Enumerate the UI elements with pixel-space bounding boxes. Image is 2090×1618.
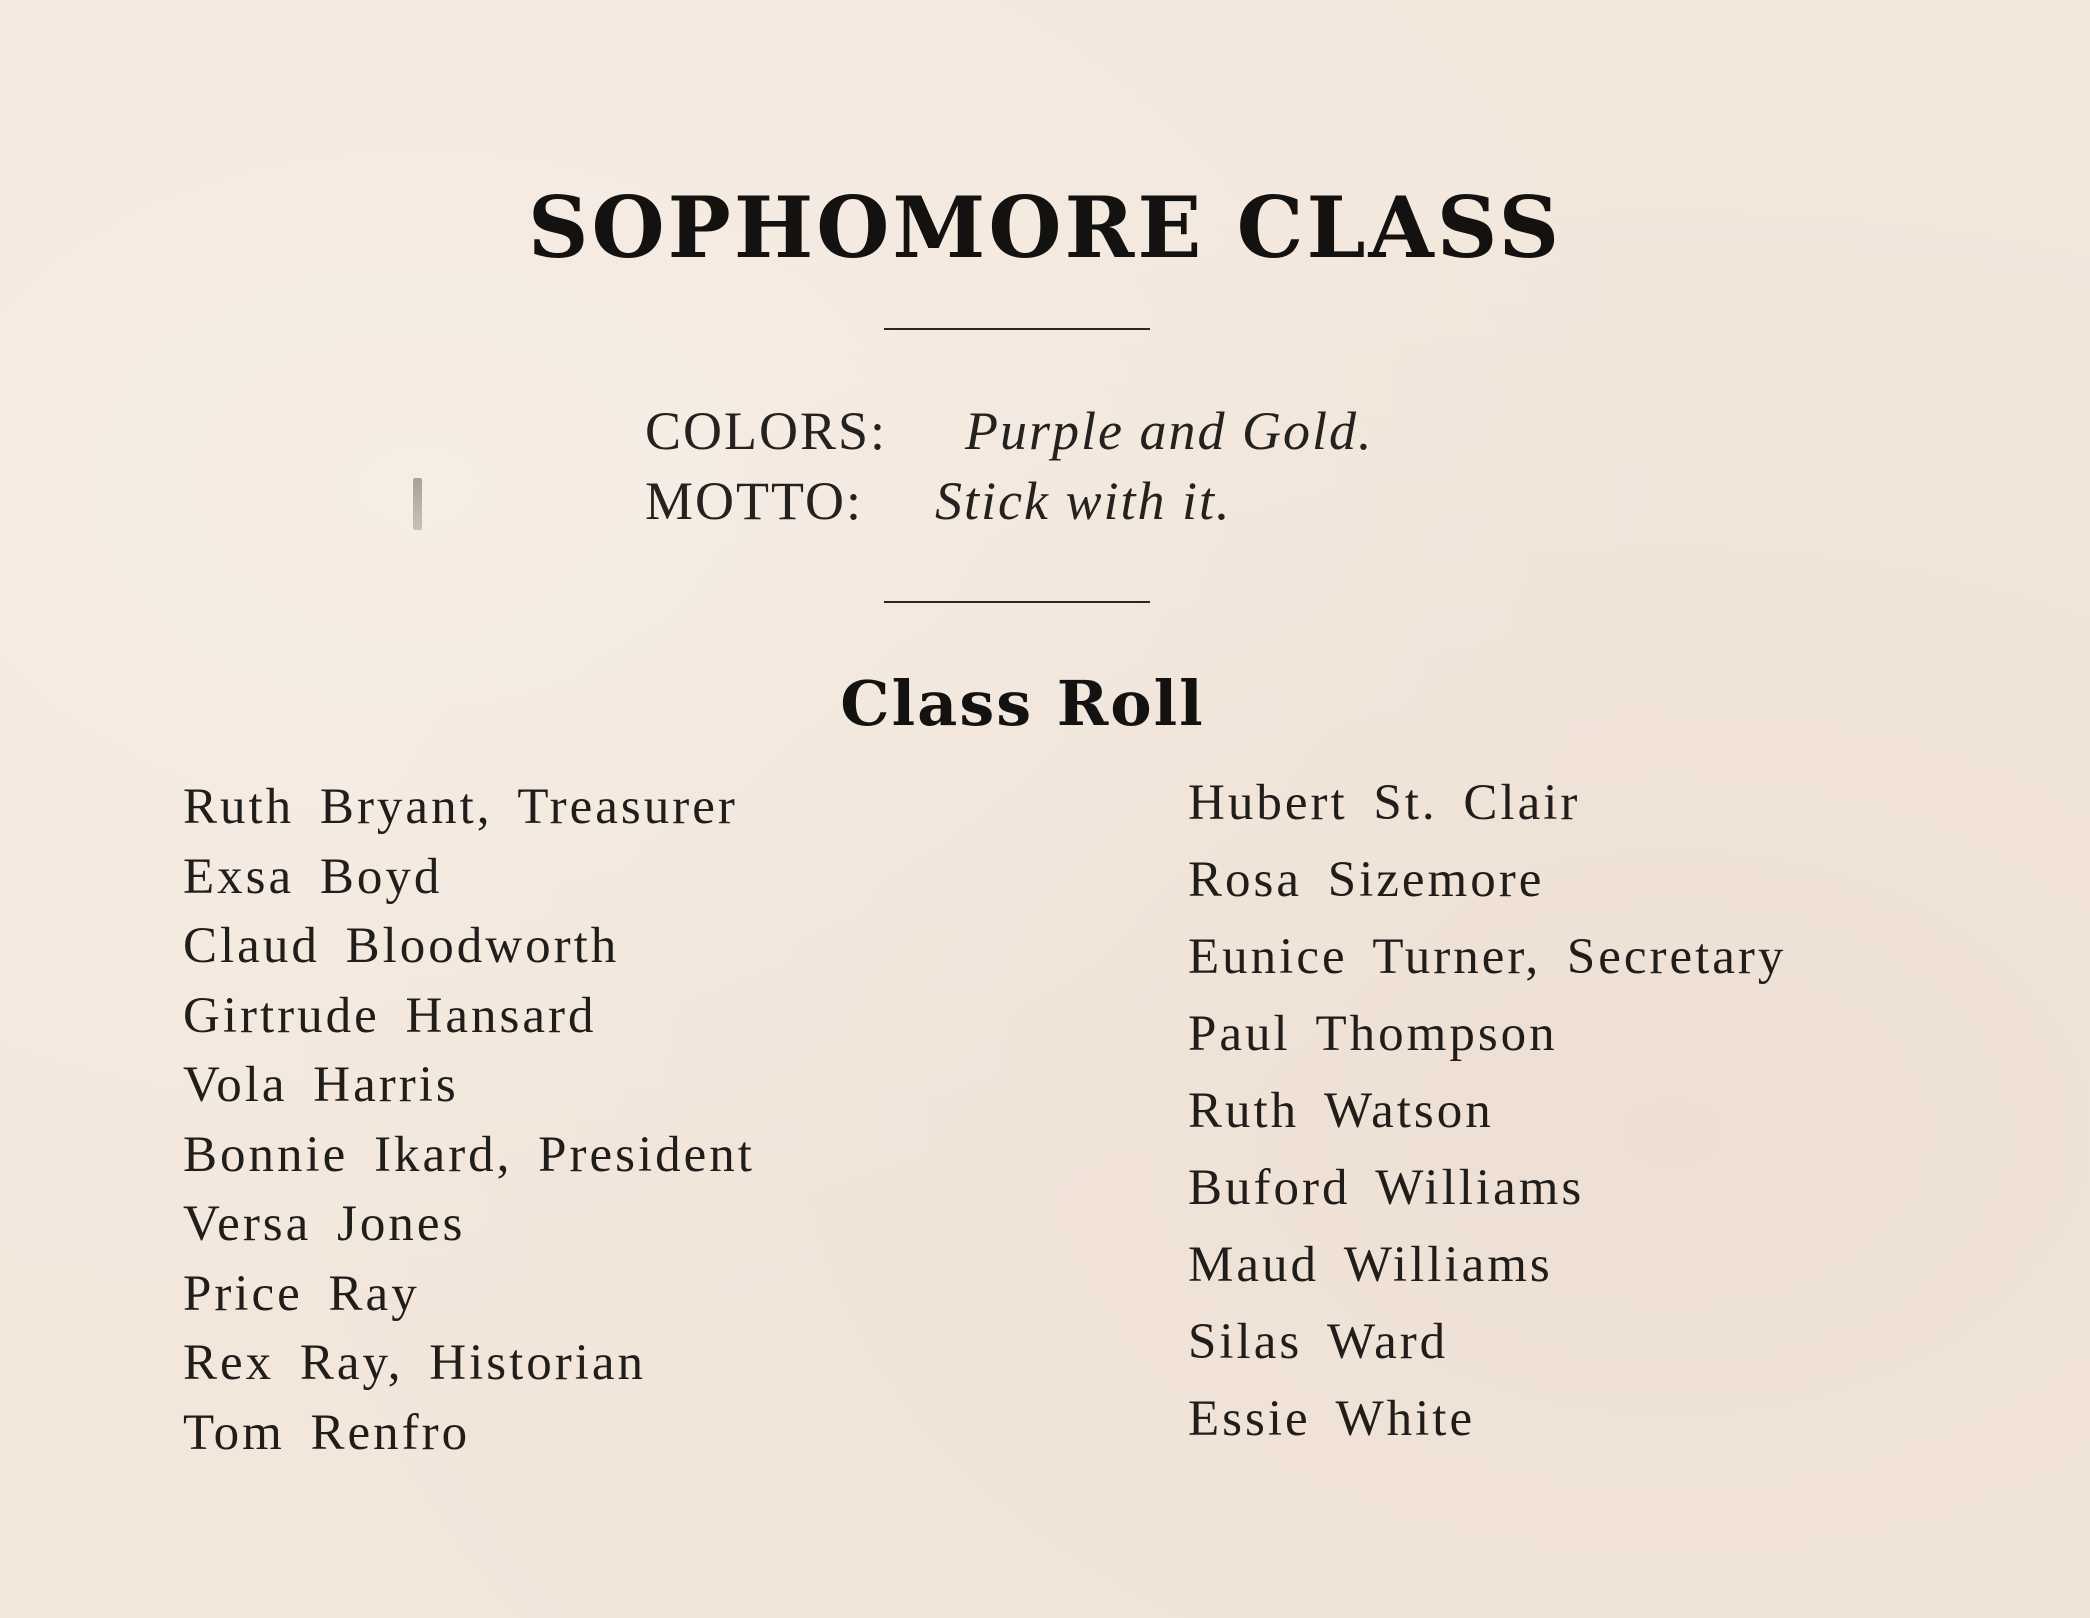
class-roll-heading: Class Roll	[840, 667, 1205, 740]
roll-name: Paul Thompson	[1188, 1006, 1558, 1062]
roll-name: Eunice Turner, Secretary	[1188, 929, 1787, 985]
roll-name: Rosa Sizemore	[1188, 852, 1545, 908]
roll-name: Claud Bloodworth	[183, 918, 620, 974]
roll-left-column	[183, 773, 755, 1468]
colors-value: Purple and Gold.	[965, 401, 1374, 461]
roll-name: Bonnie Ikard, President	[183, 1126, 755, 1183]
roll-name: Vola Harris	[183, 1057, 459, 1113]
roll-name: Essie White	[1188, 1391, 1476, 1447]
roll-name: Exsa Boyd	[183, 848, 443, 905]
roll-name: Buford Williams	[1188, 1160, 1585, 1216]
roll-name: Maud Williams	[1188, 1237, 1553, 1293]
page-title: SOPHOMORE CLASS	[527, 178, 1563, 277]
class-colors-line	[645, 396, 1373, 466]
divider-top	[884, 328, 1150, 330]
roll-name: Ruth Bryant, Treasurer	[183, 779, 738, 835]
colors-label: COLORS:	[645, 401, 888, 461]
paper-blemish	[413, 478, 422, 530]
roll-name: Hubert St. Clair	[1188, 775, 1581, 831]
roll-name: Versa Jones	[183, 1196, 466, 1252]
divider-bottom	[884, 601, 1150, 603]
roll-name: Price Ray	[183, 1265, 420, 1322]
roll-name: Girtrude Hansard	[183, 987, 597, 1044]
class-motto-line	[645, 466, 1231, 536]
roll-right-column	[1188, 765, 1786, 1458]
roll-name: Tom Renfro	[183, 1404, 471, 1461]
roll-name: Silas Ward	[1188, 1314, 1449, 1370]
motto-value: Stick with it.	[935, 471, 1232, 531]
roll-name: Rex Ray, Historian	[183, 1335, 647, 1391]
motto-label: MOTTO:	[645, 471, 864, 531]
roll-name: Ruth Watson	[1188, 1083, 1494, 1139]
